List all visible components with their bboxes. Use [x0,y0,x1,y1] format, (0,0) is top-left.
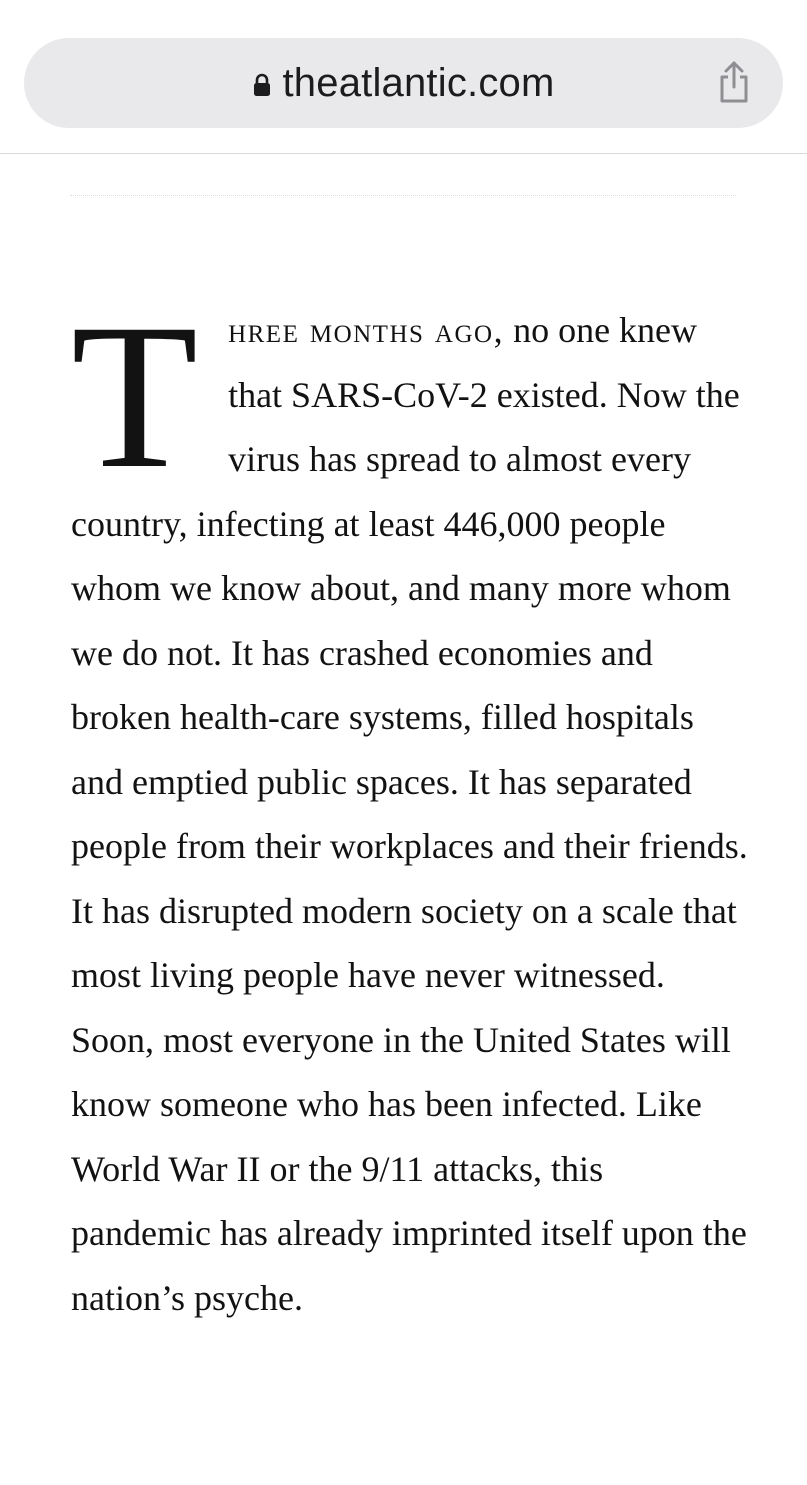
section-divider [70,195,736,196]
drop-cap: T [71,281,199,511]
paragraph-text: no one knew that SARS-CoV-2 existed. Now the virus has spread to almost every country, infecting at least 446,000 people whom we know about, and many more whom we do not. It has crashed economies and broken health-care systems, filled hospitals and emptied public spaces. It has separated people from their workplaces and their friends. It has disrupted modern society on a scale that most living people have never witnessed. Soon, most everyone in the United States will know someone who has been infected. Like World War II or the 9/11 attacks, this pandemic has already imprinted itself upon the nation’s psyche. [71,310,748,1318]
article-body [71,281,751,1330]
browser-toolbar [0,0,807,154]
lead-in-smallcaps: hree months ago, [228,310,505,350]
lock-icon [252,73,272,97]
lead-paragraph [71,281,751,1330]
share-icon[interactable] [717,60,751,104]
address-bar[interactable] [24,38,783,128]
url-display[interactable] [24,38,783,128]
url-text[interactable]: theatlantic.com [282,60,555,105]
